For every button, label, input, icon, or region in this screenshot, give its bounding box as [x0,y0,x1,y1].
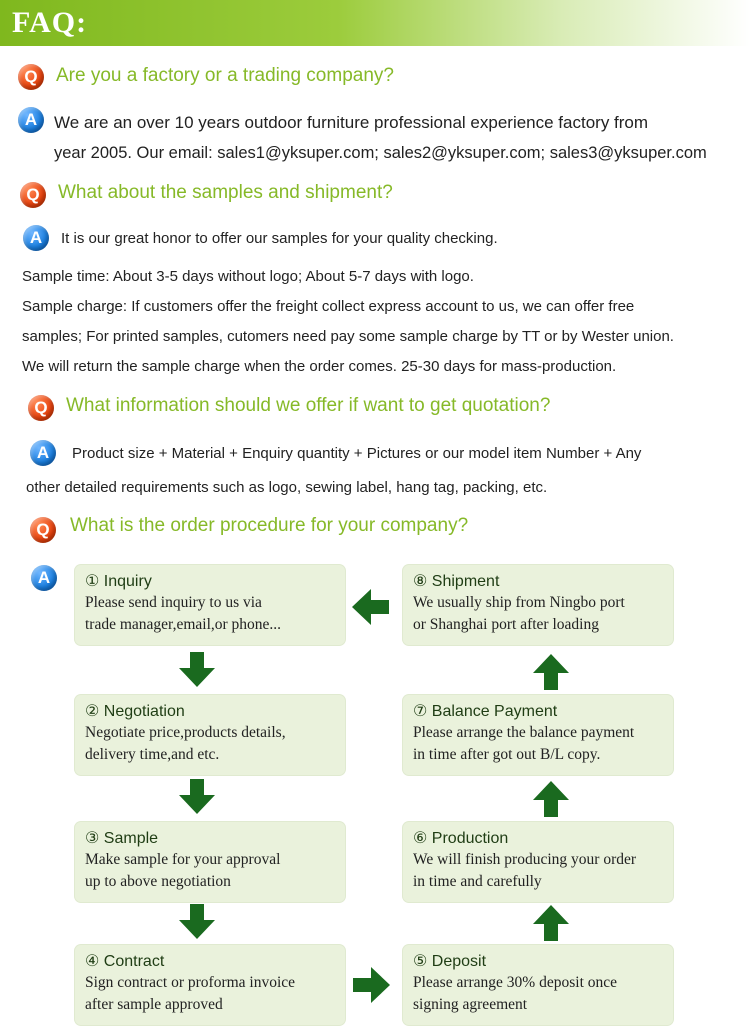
arrow-right-icon [353,967,391,1003]
arrow-down-icon [178,652,216,688]
answer-badge: A [30,440,56,466]
step-text: trade manager,email,or phone... [85,616,282,633]
step-balance-payment [403,695,673,775]
arrow-down-icon [178,904,216,940]
step-title: ④ Contract [85,953,165,970]
question-samples-shipment: What about the samples and shipment? [58,182,393,203]
step-title: ⑦ Balance Payment [413,703,558,720]
step-text: in time and carefully [413,873,542,890]
answer-samples-line-3: Sample charge: If customers offer the freight collect express account to us, we can offer free [22,298,635,315]
arrow-left-icon [352,589,390,625]
step-negotiation [75,695,345,775]
answer-quotation-line-2: other detailed requirements such as logo, sewing label, hang tag, packing, etc. [26,479,548,496]
step-text: We will finish producing your order [413,851,637,868]
answer-samples-line-2: Sample time: About 3-5 days without logo; About 5-7 days with logo. [22,268,474,285]
question-factory-or-trading: Are you a factory or a trading company? [56,65,394,86]
step-title: ⑤ Deposit [413,953,487,970]
step-text: We usually ship from Ningbo port [413,594,625,611]
step-text: Sign contract or proforma invoice [85,974,296,991]
answer-samples-line-5: We will return the sample charge when the order comes. 25-30 days for mass-production. [22,358,617,375]
arrow-up-icon [532,905,570,941]
step-text: signing agreement [413,996,528,1013]
step-title: ② Negotiation [85,703,185,720]
step-deposit [403,945,673,1025]
step-text: after sample approved [85,996,223,1013]
answer-samples-line-4: samples; For printed samples, cutomers need pay some sample charge by TT or by Wester union. [22,328,674,345]
page-title: FAQ: [12,6,88,39]
step-contract [75,945,345,1025]
question-badge: Q [30,517,56,543]
step-text: delivery time,and etc. [85,746,220,763]
faq-banner [0,0,750,46]
question-quotation-info: What information should we offer if want to get quotation? [66,395,551,416]
step-text: up to above negotiation [85,873,231,890]
answer-factory-line-2: year 2005. Our email: sales1@yksuper.com; sales2@yksuper.com; sales3@yksuper.com [54,144,707,162]
step-text: Please send inquiry to us via [85,594,262,611]
arrow-down-icon [178,779,216,815]
step-title: ③ Sample [85,830,159,847]
answer-badge: A [31,565,57,591]
step-text: Make sample for your approval [85,851,281,868]
answer-badge: A [18,107,44,133]
step-production [403,822,673,902]
step-text: in time after got out B/L copy. [413,746,601,763]
step-inquiry [75,565,345,645]
step-sample [75,822,345,902]
answer-factory-line-1: We are an over 10 years outdoor furniture professional experience factory from [54,113,649,132]
arrow-up-icon [532,781,570,817]
step-text: Please arrange the balance payment [413,724,635,741]
question-badge: Q [28,395,54,421]
step-title: ⑥ Production [413,830,509,847]
question-badge: Q [18,64,44,90]
step-shipment [403,565,673,645]
step-text: or Shanghai port after loading [413,616,599,633]
question-order-procedure: What is the order procedure for your company? [70,515,469,536]
step-title: ① Inquiry [85,573,152,590]
answer-quotation-line-1: Product size + Material + Enquiry quantity + Pictures or our model item Number + Any [72,445,642,462]
answer-samples-line-1: It is our great honor to offer our samples for your quality checking. [61,230,498,247]
step-text: Please arrange 30% deposit once [413,974,618,991]
answer-badge: A [23,225,49,251]
step-title: ⑧ Shipment [413,573,500,590]
question-badge: Q [20,182,46,208]
arrow-up-icon [532,654,570,690]
step-text: Negotiate price,products details, [85,724,286,741]
